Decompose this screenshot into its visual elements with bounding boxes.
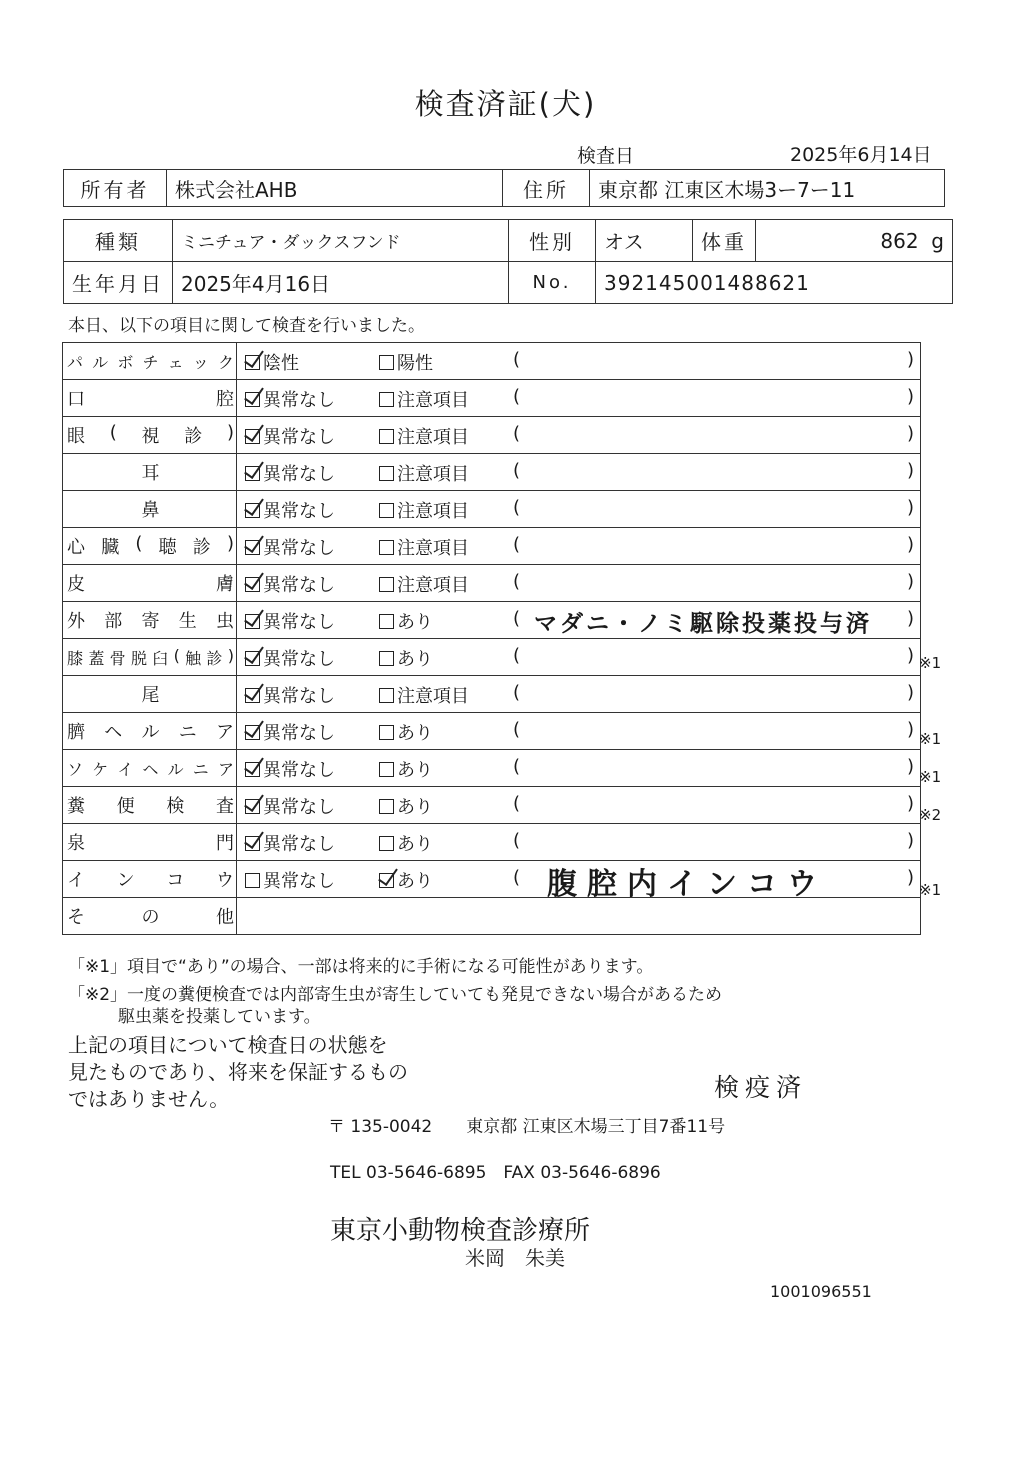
option-label: 異常なし	[263, 834, 335, 855]
checkbox[interactable]	[379, 392, 394, 407]
check-row	[63, 343, 921, 380]
owner-label: 所有者	[64, 170, 167, 207]
owner-table	[63, 169, 945, 207]
option-label: あり	[397, 834, 433, 855]
paren-close: )	[906, 867, 914, 888]
paren-open: (	[513, 867, 521, 888]
checkbox[interactable]	[379, 725, 394, 740]
check-row	[63, 787, 921, 824]
check-item-label: 眼 ( 視 診 )	[63, 417, 237, 454]
paren-close: )	[906, 460, 914, 481]
option-normal[interactable]	[245, 645, 335, 671]
check-row	[63, 602, 921, 639]
check-item-label: パ ル ボ チ ェ ッ ク	[63, 343, 237, 380]
option-normal[interactable]	[245, 719, 335, 745]
option-label: 注意項目	[397, 464, 469, 485]
option-abnormal[interactable]	[379, 497, 469, 523]
paren-open: (	[513, 830, 521, 851]
checkbox[interactable]	[379, 466, 394, 481]
check-item-label: 糞 便 検 査	[63, 787, 237, 824]
option-label: あり	[397, 760, 433, 781]
option-label: 異常なし	[263, 649, 335, 670]
check-options	[237, 824, 921, 861]
no-label: No.	[509, 262, 596, 304]
checkbox[interactable]	[245, 873, 260, 888]
checkbox[interactable]	[245, 540, 260, 555]
clinic-name: 東京小動物検査診療所	[330, 1216, 591, 1246]
checkbox[interactable]	[379, 429, 394, 444]
option-label: 異常なし	[263, 723, 335, 744]
checkbox[interactable]	[379, 614, 394, 629]
option-abnormal[interactable]	[379, 571, 469, 597]
check-options	[237, 750, 921, 787]
checkbox[interactable]	[245, 614, 260, 629]
paren-open: (	[513, 682, 521, 703]
checkbox[interactable]	[245, 466, 260, 481]
paren-close: )	[906, 756, 914, 777]
address-value: 東京都 江東区木場3ー7ー11	[590, 170, 945, 207]
checkbox[interactable]	[379, 355, 394, 370]
check-options	[237, 602, 921, 639]
option-normal[interactable]	[245, 534, 335, 560]
footnote-1: 「※1」項目で“あり”の場合、一部は将来的に手術になる可能性があります。	[68, 957, 654, 977]
inspection-date-label: 検査日	[577, 145, 635, 167]
option-normal[interactable]	[245, 423, 335, 449]
check-row	[63, 528, 921, 565]
paren-open: (	[513, 756, 521, 777]
document-title: 検査済証(犬)	[414, 87, 597, 121]
weight-unit: g	[931, 228, 944, 253]
checkbox[interactable]	[245, 429, 260, 444]
option-label: あり	[397, 612, 433, 633]
doctor-name: 米岡 朱美	[465, 1246, 565, 1270]
paren-close: )	[906, 571, 914, 592]
paren-close: )	[906, 423, 914, 444]
inspection-date: 2025年6月14日	[790, 144, 932, 166]
paren-close: )	[906, 645, 914, 666]
sex-label: 性別	[509, 220, 596, 262]
checkbox[interactable]	[245, 688, 260, 703]
check-item-label: 皮 膚	[63, 565, 237, 602]
check-reference: ※1	[919, 730, 942, 748]
weight-label: 体重	[693, 220, 756, 262]
breed-label: 種類	[64, 220, 173, 262]
paren-open: (	[513, 349, 521, 370]
check-options	[237, 454, 921, 491]
option-label: 陽性	[397, 353, 433, 374]
checkbox[interactable]	[245, 651, 260, 666]
document-id: 1001096551	[770, 1282, 872, 1301]
checkbox[interactable]	[379, 836, 394, 851]
option-abnormal[interactable]	[379, 682, 469, 708]
option-label: 異常なし	[263, 797, 335, 818]
checkbox[interactable]	[245, 836, 260, 851]
check-note: 腹腔内インコウ	[547, 867, 827, 902]
check-note: マダニ・ノミ駆除投薬投与済	[534, 611, 872, 637]
animal-table	[63, 219, 953, 304]
paren-open: (	[513, 645, 521, 666]
option-normal[interactable]	[245, 867, 335, 893]
checkbox[interactable]	[379, 577, 394, 592]
option-label: 注意項目	[397, 427, 469, 448]
option-normal[interactable]	[245, 349, 299, 375]
paren-open: (	[513, 423, 521, 444]
check-reference: ※1	[919, 881, 942, 900]
option-normal[interactable]	[245, 793, 335, 819]
check-row	[63, 491, 921, 528]
check-item-label: 尾	[63, 676, 237, 713]
option-abnormal[interactable]	[379, 386, 469, 412]
option-normal[interactable]	[245, 571, 335, 597]
checks-table	[62, 342, 921, 935]
option-label: 注意項目	[397, 538, 469, 559]
paren-open: (	[513, 793, 521, 814]
option-label: あり	[397, 797, 433, 818]
check-options	[237, 491, 921, 528]
check-row	[63, 750, 921, 787]
check-item-label: 外 部 寄 生 虫	[63, 602, 237, 639]
option-label: 注意項目	[397, 686, 469, 707]
disclaimer-line: ではありません。	[68, 1087, 230, 1111]
paren-close: )	[906, 793, 914, 814]
option-label: あり	[397, 871, 433, 892]
option-label: あり	[397, 649, 433, 670]
check-reference: ※1	[919, 654, 942, 673]
paren-open: (	[513, 497, 521, 518]
check-options	[237, 565, 921, 602]
check-options	[237, 676, 921, 713]
option-abnormal[interactable]	[379, 608, 433, 634]
clinic-phone: TEL 03-5646-6895 FAX 03-5646-6896	[330, 1163, 661, 1183]
option-label: 異常なし	[263, 538, 335, 559]
paren-open: (	[513, 534, 521, 555]
check-row	[63, 454, 921, 491]
option-abnormal[interactable]	[379, 756, 433, 782]
check-row	[63, 676, 921, 713]
disclaimer-line: 上記の項目について検査日の状態を	[68, 1033, 388, 1057]
check-reference: ※2	[919, 805, 942, 824]
check-item-label: 臍 ヘ ル ニ ア	[63, 713, 237, 750]
option-normal[interactable]	[245, 682, 335, 708]
check-options	[237, 380, 921, 417]
checkbox[interactable]	[379, 799, 394, 814]
option-abnormal[interactable]	[379, 867, 433, 893]
option-normal[interactable]	[245, 608, 335, 634]
check-options	[237, 528, 921, 565]
option-label: 異常なし	[263, 464, 335, 485]
option-label: 異常なし	[263, 575, 335, 596]
option-label: 異常なし	[263, 501, 335, 522]
check-item-label: 泉 門	[63, 824, 237, 861]
check-item-label: 膝 蓋 骨 脱 臼 ( 触 診 )	[63, 639, 237, 676]
checkbox[interactable]	[379, 873, 394, 888]
option-normal[interactable]	[245, 756, 335, 782]
option-abnormal[interactable]	[379, 793, 433, 819]
checkbox[interactable]	[245, 762, 260, 777]
check-row	[63, 861, 921, 898]
other-value-cell	[237, 898, 921, 935]
paren-open: (	[513, 571, 521, 592]
weight-value: 862	[880, 228, 919, 253]
option-label: 異常なし	[263, 871, 335, 892]
check-item-label: 鼻	[63, 491, 237, 528]
check-reference: ※1	[919, 767, 942, 786]
option-label: 異常なし	[263, 390, 335, 411]
paren-close: )	[906, 608, 914, 629]
check-options	[237, 861, 921, 902]
check-row	[63, 824, 921, 861]
checkbox[interactable]	[245, 799, 260, 814]
clinic-address: 〒 135-0042 東京都 江東区木場三丁目7番11号	[328, 1117, 726, 1137]
check-row	[63, 565, 921, 602]
check-row	[63, 713, 921, 750]
paren-open: (	[513, 386, 521, 407]
option-label: 異常なし	[263, 686, 335, 707]
checkbox[interactable]	[379, 651, 394, 666]
birth-label: 生年月日	[64, 262, 173, 304]
checkbox[interactable]	[379, 762, 394, 777]
paren-close: )	[906, 534, 914, 555]
check-row	[63, 417, 921, 454]
check-options	[237, 417, 921, 454]
check-item-label: 耳	[63, 454, 237, 491]
option-label: 異常なし	[263, 612, 335, 633]
paren-close: )	[906, 497, 914, 518]
other-label-cell: そ の 他	[63, 898, 237, 935]
option-label: 異常なし	[263, 760, 335, 781]
paren-close: )	[906, 682, 914, 703]
check-options	[237, 787, 921, 824]
paren-close: )	[906, 830, 914, 851]
checkbox[interactable]	[245, 577, 260, 592]
option-abnormal[interactable]	[379, 423, 469, 449]
paren-close: )	[906, 349, 914, 370]
option-abnormal[interactable]	[379, 830, 433, 856]
option-label: あり	[397, 723, 433, 744]
option-label: 異常なし	[263, 427, 335, 448]
option-normal[interactable]	[245, 497, 335, 523]
option-label: 注意項目	[397, 501, 469, 522]
option-abnormal[interactable]	[379, 460, 469, 486]
check-item-label: ソ ケ イ ヘ ル ニ ア	[63, 750, 237, 787]
check-item-label: 心 臓 ( 聴 診 )	[63, 528, 237, 565]
checkbox[interactable]	[245, 355, 260, 370]
option-abnormal[interactable]	[379, 534, 469, 560]
paren-close: )	[906, 719, 914, 740]
weight-cell	[756, 220, 953, 262]
option-normal[interactable]	[245, 386, 335, 412]
option-abnormal[interactable]	[379, 719, 433, 745]
paren-open: (	[513, 460, 521, 481]
owner-value: 株式会社AHB	[167, 170, 503, 207]
footnote-2: 「※2」一度の糞便検査では内部寄生虫が寄生していても発見できない場合があるため	[68, 985, 723, 1005]
checkbox[interactable]	[379, 540, 394, 555]
option-normal[interactable]	[245, 830, 335, 856]
check-item-label: 口 腔	[63, 380, 237, 417]
footnote-2b: 駆虫薬を投薬しています。	[118, 1007, 321, 1027]
option-normal[interactable]	[245, 460, 335, 486]
checkbox[interactable]	[245, 392, 260, 407]
sex-value: オス	[596, 220, 693, 262]
check-options	[237, 343, 921, 380]
address-label: 住所	[503, 170, 590, 207]
paren-close: )	[906, 386, 914, 407]
checkbox[interactable]	[245, 725, 260, 740]
option-label: 陰性	[263, 353, 299, 374]
disclaimer-line: 見たものであり、将来を保証するもの	[68, 1060, 408, 1084]
breed-value: ミニチュア・ダックスフンド	[173, 220, 509, 262]
check-options	[237, 639, 921, 676]
checkbox[interactable]	[379, 503, 394, 518]
quarantine-stamp: 検疫済	[714, 1073, 808, 1102]
option-label: 注意項目	[397, 390, 469, 411]
option-abnormal[interactable]	[379, 645, 433, 671]
no-value: 392145001488621	[596, 262, 953, 304]
check-options	[237, 713, 921, 750]
checkbox[interactable]	[245, 503, 260, 518]
check-row	[63, 639, 921, 676]
paren-open: (	[513, 719, 521, 740]
disclaimer	[68, 1032, 408, 1113]
checkbox[interactable]	[379, 688, 394, 703]
check-item-label: イ ン コ ウ	[63, 861, 237, 898]
paren-open: (	[513, 608, 521, 629]
option-abnormal[interactable]	[379, 349, 433, 375]
check-row	[63, 380, 921, 417]
intro-text: 本日、以下の項目に関して検査を行いました。	[68, 316, 425, 336]
birth-value: 2025年4月16日	[173, 262, 509, 304]
option-label: 注意項目	[397, 575, 469, 596]
